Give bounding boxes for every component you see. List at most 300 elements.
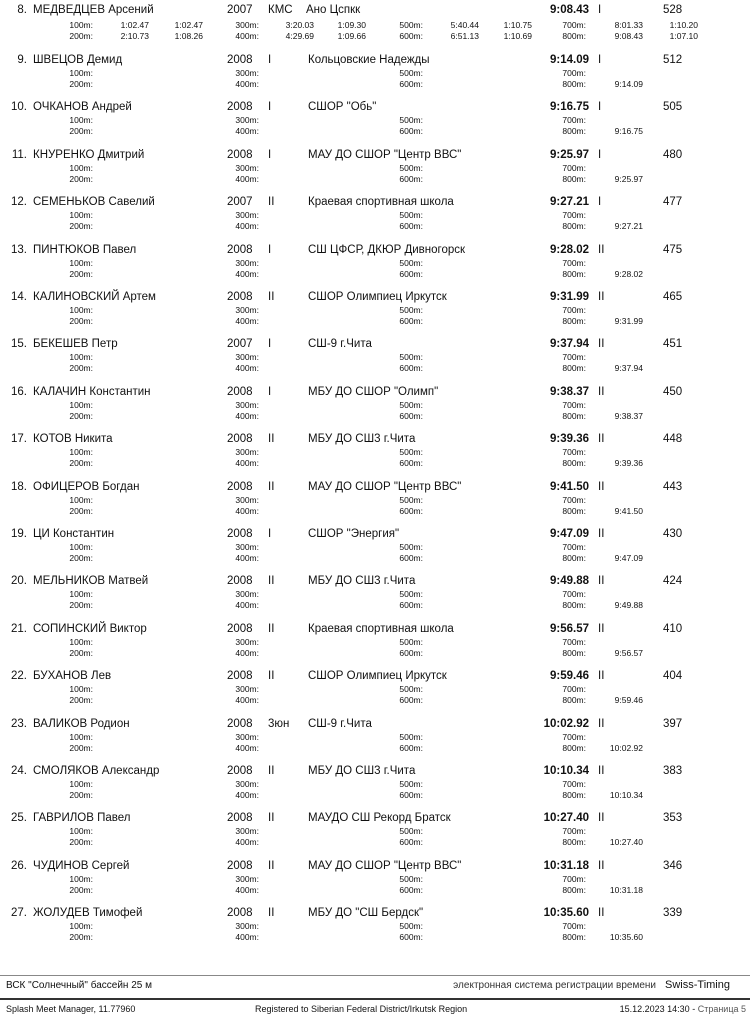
split-label-300: 300m: <box>235 494 259 505</box>
split-800: 9:39.36 <box>614 458 643 469</box>
result-entry <box>0 291 750 338</box>
split-label-800: 800m: <box>562 505 586 516</box>
split-label-500: 500m: <box>399 257 423 268</box>
result-entry <box>0 575 750 622</box>
split-label-200: 200m: <box>69 363 93 374</box>
timing-brand: Swiss-Timing <box>665 979 730 991</box>
athlete-name: МЕЛЬНИКОВ Матвей <box>33 575 149 588</box>
result-entry <box>0 670 750 717</box>
result-entry <box>0 528 750 575</box>
split-500: 5:40.44 <box>450 20 479 30</box>
registration-note: Registered to Siberian Federal District/Irkutsk Region <box>255 1004 468 1014</box>
result-entry <box>0 623 750 670</box>
split-label-300: 300m: <box>235 684 259 695</box>
club: МБУ ДО СШ3 г.Чита <box>308 765 416 777</box>
split-label-800: 800m: <box>562 221 586 232</box>
result-entry <box>0 54 750 101</box>
split-label-100: 100m: <box>69 779 93 789</box>
split-label-600: 600m: <box>399 79 423 89</box>
athlete-name: ОЧКАНОВ Андрей <box>33 101 132 114</box>
birth-year: 2008 <box>227 243 253 256</box>
split-label-300: 300m: <box>235 68 259 78</box>
split-label-100: 100m: <box>69 210 93 221</box>
category: I <box>268 54 272 66</box>
athlete-name: БЕКЕШЕВ Петр <box>33 338 118 351</box>
grade: II <box>598 812 605 825</box>
result-entry <box>0 338 750 385</box>
split-label-800: 800m: <box>562 410 586 421</box>
split-800: 10:31.18 <box>609 884 643 895</box>
split-label-400: 400m: <box>235 268 259 279</box>
category: КМС <box>268 4 293 16</box>
final-time: 9:39.36 <box>549 433 589 446</box>
club: СШОР Олимпиец Иркутск <box>308 670 447 683</box>
split-label-400: 400m: <box>235 458 259 469</box>
split-800: 9:38.37 <box>614 410 643 421</box>
split-label-500: 500m: <box>399 636 423 647</box>
split-label-500: 500m: <box>399 826 423 837</box>
rank: 13. <box>11 243 27 256</box>
split-label-700: 700m: <box>562 447 586 458</box>
split-800: 10:35.60 <box>609 932 643 943</box>
result-entry <box>0 481 750 528</box>
split-label-500: 500m: <box>399 399 423 410</box>
split-label-300: 300m: <box>235 210 259 221</box>
rank: 25. <box>11 812 27 825</box>
split-label-600: 600m: <box>399 647 423 658</box>
split-label-300: 300m: <box>235 779 259 789</box>
split-label-200: 200m: <box>69 221 93 232</box>
final-time: 9:41.50 <box>549 480 589 493</box>
split-label-600: 600m: <box>399 410 423 421</box>
split-label-100: 100m: <box>69 636 93 647</box>
split-800: 9:56.57 <box>614 647 643 658</box>
split-800: 9:14.09 <box>614 79 643 89</box>
rank: 16. <box>11 385 27 398</box>
split-label-100: 100m: <box>69 352 93 363</box>
points: 465 <box>663 291 683 303</box>
split-label-100: 100m: <box>69 921 93 932</box>
birth-year: 2008 <box>227 859 253 872</box>
category: II <box>268 622 275 635</box>
split-800: 9:08.43 <box>614 31 643 41</box>
grade: II <box>598 243 605 256</box>
split-label-100: 100m: <box>69 542 93 552</box>
split-300: 3:20.03 <box>285 20 314 30</box>
rank: 24. <box>11 765 27 777</box>
page-number: Страница 5 <box>697 1004 746 1014</box>
split-label-600: 600m: <box>399 695 423 706</box>
split-label-500: 500m: <box>399 447 423 458</box>
grade: II <box>598 907 605 920</box>
athlete-name: ШВЕЦОВ Демид <box>33 54 123 66</box>
category: I <box>268 528 272 540</box>
split-800: 9:47.09 <box>614 553 643 563</box>
birth-year: 2008 <box>227 670 253 683</box>
timing-label: электронная система регистрации времени <box>453 980 656 991</box>
diff-500: 1:10.75 <box>503 20 532 30</box>
points: 383 <box>663 765 683 777</box>
split-label-500: 500m: <box>399 684 423 695</box>
split-label-100: 100m: <box>69 873 93 884</box>
split-label-800: 800m: <box>562 79 586 89</box>
split-label-700: 700m: <box>562 257 586 268</box>
diff-800: 1:07.10 <box>669 31 698 41</box>
split-label-600: 600m: <box>399 316 423 326</box>
split-label-800: 800m: <box>562 126 586 137</box>
split-800: 9:28.02 <box>614 268 643 279</box>
athlete-name: КАЛИНОВСКИЙ Артем <box>33 291 156 303</box>
split-label-500: 500m: <box>399 210 423 221</box>
club: Краевая спортивная школа <box>308 622 454 635</box>
club: МАУ ДО СШОР "Центр ВВС" <box>308 148 462 161</box>
category: I <box>268 338 272 351</box>
split-label-800: 800m: <box>562 31 586 41</box>
diff-600: 1:10.69 <box>503 31 532 41</box>
split-label-200: 200m: <box>69 553 93 563</box>
split-label-300: 300m: <box>235 826 259 837</box>
points: 397 <box>663 717 683 730</box>
athlete-name: КНУРЕНКО Дмитрий <box>33 148 145 161</box>
result-entry <box>0 765 750 812</box>
final-time: 10:31.18 <box>543 859 589 872</box>
rank: 14. <box>11 291 27 303</box>
athlete-name: КАЛАЧИН Константин <box>33 385 151 398</box>
points: 480 <box>663 148 683 161</box>
grade: II <box>598 291 605 303</box>
split-label-100: 100m: <box>69 115 93 126</box>
birth-year: 2008 <box>227 433 253 446</box>
split-label-700: 700m: <box>562 68 586 78</box>
birth-year: 2008 <box>227 907 253 920</box>
split-label-300: 300m: <box>235 257 259 268</box>
split-700: 8:01.33 <box>614 20 643 30</box>
club: СШОР "Энергия" <box>308 528 400 540</box>
split-label-400: 400m: <box>235 363 259 374</box>
split-label-200: 200m: <box>69 126 93 137</box>
grade: II <box>598 433 605 446</box>
category: I <box>268 243 272 256</box>
split-label-600: 600m: <box>399 221 423 232</box>
rank: 10. <box>11 101 27 114</box>
split-label-600: 600m: <box>399 790 423 800</box>
split-label-500: 500m: <box>399 779 423 789</box>
split-label-200: 200m: <box>69 600 93 611</box>
diff-400: 1:09.66 <box>337 31 366 41</box>
split-label-700: 700m: <box>562 399 586 410</box>
result-entry <box>0 718 750 765</box>
venue: ВСК "Солнечный" бассейн 25 м <box>6 980 152 991</box>
split-label-500: 500m: <box>399 68 423 78</box>
split-label-800: 800m: <box>562 837 586 848</box>
split-label-200: 200m: <box>69 742 93 753</box>
split-label-100: 100m: <box>69 589 93 600</box>
diff-200: 1:08.26 <box>174 31 203 41</box>
split-label-100: 100m: <box>69 684 93 695</box>
points: 443 <box>663 480 683 493</box>
club: Ано Цспкк <box>306 4 361 16</box>
split-label-800: 800m: <box>562 316 586 326</box>
split-label-700: 700m: <box>562 352 586 363</box>
split-800: 9:59.46 <box>614 695 643 706</box>
athlete-name: ВАЛИКОВ Родион <box>33 717 130 730</box>
club: МБУ ДО СШ3 г.Чита <box>308 433 416 446</box>
split-label-400: 400m: <box>235 173 259 184</box>
athlete-name: ЦИ Константин <box>33 528 115 540</box>
split-label-600: 600m: <box>399 742 423 753</box>
final-time: 9:59.46 <box>549 670 589 683</box>
birth-year: 2008 <box>227 385 253 398</box>
split-label-800: 800m: <box>562 268 586 279</box>
athlete-name: СОПИНСКИЙ Виктор <box>33 622 147 635</box>
category: 3юн <box>268 717 290 730</box>
grade: II <box>598 575 605 588</box>
split-label-100: 100m: <box>69 20 93 30</box>
points: 450 <box>663 385 683 398</box>
split-label-700: 700m: <box>562 20 586 30</box>
grade: II <box>598 765 605 777</box>
points: 475 <box>663 243 683 256</box>
athlete-name: ЖОЛУДЕВ Тимофей <box>33 907 143 920</box>
split-label-800: 800m: <box>562 742 586 753</box>
birth-year: 2008 <box>227 528 253 540</box>
split-label-400: 400m: <box>235 410 259 421</box>
birth-year: 2008 <box>227 54 253 66</box>
category: I <box>268 101 272 114</box>
category: II <box>268 907 275 920</box>
category: II <box>268 433 275 446</box>
split-label-200: 200m: <box>69 410 93 421</box>
rank: 18. <box>11 480 27 493</box>
birth-year: 2007 <box>227 4 253 16</box>
split-label-800: 800m: <box>562 553 586 563</box>
category: II <box>268 670 275 683</box>
points: 505 <box>663 101 683 114</box>
split-label-100: 100m: <box>69 305 93 315</box>
athlete-name: МЕДВЕДЦЕВ Арсений <box>33 4 154 16</box>
split-label-400: 400m: <box>235 695 259 706</box>
print-datetime: 15.12.2023 14:30 <box>619 1004 690 1014</box>
split-label-200: 200m: <box>69 695 93 706</box>
split-label-100: 100m: <box>69 68 93 78</box>
grade: II <box>598 717 605 730</box>
split-label-100: 100m: <box>69 731 93 742</box>
athlete-name: КОТОВ Никита <box>33 433 113 446</box>
split-label-800: 800m: <box>562 647 586 658</box>
final-time: 9:25.97 <box>549 148 589 161</box>
split-label-400: 400m: <box>235 126 259 137</box>
diff-300: 1:09.30 <box>337 20 366 30</box>
rank: 26. <box>11 859 27 872</box>
split-label-700: 700m: <box>562 684 586 695</box>
split-label-700: 700m: <box>562 779 586 789</box>
points: 528 <box>663 4 683 16</box>
club: СШОР "Обь" <box>308 101 377 114</box>
split-label-600: 600m: <box>399 505 423 516</box>
split-label-300: 300m: <box>235 305 259 315</box>
split-label-200: 200m: <box>69 790 93 800</box>
split-label-200: 200m: <box>69 31 93 41</box>
birth-year: 2008 <box>227 717 253 730</box>
split-label-400: 400m: <box>235 600 259 611</box>
grade: I <box>598 4 602 16</box>
split-600: 6:51.13 <box>450 31 479 41</box>
final-time: 9:16.75 <box>549 101 589 114</box>
split-label-400: 400m: <box>235 884 259 895</box>
grade: II <box>598 859 605 872</box>
split-label-800: 800m: <box>562 932 586 943</box>
final-time: 10:10.34 <box>543 765 589 777</box>
split-label-400: 400m: <box>235 790 259 800</box>
rank: 8. <box>17 4 27 16</box>
split-label-800: 800m: <box>562 600 586 611</box>
split-label-500: 500m: <box>399 921 423 932</box>
athlete-name: СМОЛЯКОВ Александр <box>33 765 160 777</box>
split-label-700: 700m: <box>562 826 586 837</box>
birth-year: 2008 <box>227 480 253 493</box>
athlete-name: ГАВРИЛОВ Павел <box>33 812 131 825</box>
grade: I <box>598 148 602 161</box>
split-label-200: 200m: <box>69 884 93 895</box>
category: II <box>268 575 275 588</box>
split-label-100: 100m: <box>69 447 93 458</box>
split-label-300: 300m: <box>235 542 259 552</box>
split-label-300: 300m: <box>235 162 259 173</box>
split-label-400: 400m: <box>235 553 259 563</box>
club: МАУДО СШ Рекорд Братск <box>308 812 451 825</box>
split-label-400: 400m: <box>235 316 259 326</box>
split-label-200: 200m: <box>69 837 93 848</box>
rank: 27. <box>11 907 27 920</box>
split-label-400: 400m: <box>235 647 259 658</box>
category: I <box>268 148 272 161</box>
print-info: 15.12.2023 14:30 - Страница 5 <box>619 1004 746 1014</box>
split-label-600: 600m: <box>399 363 423 374</box>
split-label-300: 300m: <box>235 447 259 458</box>
split-label-400: 400m: <box>235 837 259 848</box>
split-label-400: 400m: <box>235 742 259 753</box>
diff-100: 1:02.47 <box>174 20 203 30</box>
points: 339 <box>663 907 683 920</box>
split-800: 10:27.40 <box>609 837 643 848</box>
points: 424 <box>663 575 683 588</box>
grade: I <box>598 196 602 209</box>
split-label-400: 400m: <box>235 79 259 89</box>
split-label-500: 500m: <box>399 20 423 30</box>
split-800: 9:37.94 <box>614 363 643 374</box>
split-label-700: 700m: <box>562 210 586 221</box>
split-label-500: 500m: <box>399 352 423 363</box>
split-800: 9:49.88 <box>614 600 643 611</box>
page-footer-meta <box>0 998 750 1020</box>
club: МБУ ДО СШОР "Олимп" <box>308 385 439 398</box>
birth-year: 2007 <box>227 196 253 209</box>
final-time: 9:31.99 <box>549 291 589 303</box>
split-label-600: 600m: <box>399 458 423 469</box>
points: 346 <box>663 859 683 872</box>
category: II <box>268 196 275 209</box>
split-label-500: 500m: <box>399 542 423 552</box>
category: II <box>268 480 275 493</box>
final-time: 9:49.88 <box>549 575 589 588</box>
split-label-100: 100m: <box>69 162 93 173</box>
split-label-500: 500m: <box>399 115 423 126</box>
rank: 12. <box>11 196 27 209</box>
split-label-200: 200m: <box>69 268 93 279</box>
diff-700: 1:10.20 <box>669 20 698 30</box>
club: СШ ЦФСР, ДКЮР Дивногорск <box>308 243 466 256</box>
final-time: 10:27.40 <box>543 812 589 825</box>
split-label-300: 300m: <box>235 731 259 742</box>
grade: II <box>598 480 605 493</box>
split-800: 9:16.75 <box>614 126 643 137</box>
split-label-600: 600m: <box>399 884 423 895</box>
result-entry <box>0 812 750 859</box>
result-entry <box>0 4 750 51</box>
birth-year: 2008 <box>227 812 253 825</box>
split-label-700: 700m: <box>562 589 586 600</box>
final-time: 9:27.21 <box>549 196 589 209</box>
birth-year: 2008 <box>227 765 253 777</box>
grade: I <box>598 54 602 66</box>
split-label-800: 800m: <box>562 884 586 895</box>
final-time: 9:28.02 <box>549 243 589 256</box>
split-label-300: 300m: <box>235 115 259 126</box>
split-label-800: 800m: <box>562 695 586 706</box>
page-footer-venue <box>0 975 750 994</box>
split-800: 10:02.92 <box>609 742 643 753</box>
split-label-400: 400m: <box>235 31 259 41</box>
result-entry <box>0 907 750 954</box>
final-time: 9:56.57 <box>549 622 589 635</box>
athlete-name: ЧУДИНОВ Сергей <box>33 859 130 872</box>
athlete-name: ОФИЦЕРОВ Богдан <box>33 480 140 493</box>
split-800: 9:25.97 <box>614 173 643 184</box>
split-label-700: 700m: <box>562 636 586 647</box>
split-label-100: 100m: <box>69 399 93 410</box>
athlete-name: СЕМЕНЬКОВ Савелий <box>33 196 155 209</box>
split-label-600: 600m: <box>399 31 423 41</box>
rank: 17. <box>11 433 27 446</box>
result-entry <box>0 149 750 196</box>
rank: 21. <box>11 622 27 635</box>
split-label-100: 100m: <box>69 257 93 268</box>
split-label-300: 300m: <box>235 20 259 30</box>
split-800: 9:41.50 <box>614 505 643 516</box>
split-label-800: 800m: <box>562 363 586 374</box>
club: СШОР Олимпиец Иркутск <box>308 291 447 303</box>
split-label-200: 200m: <box>69 79 93 89</box>
club: СШ-9 г.Чита <box>308 717 372 730</box>
points: 512 <box>663 54 683 66</box>
split-label-300: 300m: <box>235 873 259 884</box>
split-label-200: 200m: <box>69 458 93 469</box>
rank: 20. <box>11 575 27 588</box>
rank: 23. <box>11 717 27 730</box>
split-label-200: 200m: <box>69 173 93 184</box>
category: II <box>268 291 275 303</box>
birth-year: 2008 <box>227 575 253 588</box>
points: 451 <box>663 338 683 351</box>
split-label-400: 400m: <box>235 505 259 516</box>
split-label-800: 800m: <box>562 458 586 469</box>
result-entry <box>0 196 750 243</box>
split-400: 4:29.69 <box>285 31 314 41</box>
grade: II <box>598 528 605 540</box>
club: МАУ ДО СШОР "Центр ВВС" <box>308 859 462 872</box>
rank: 19. <box>11 528 27 540</box>
split-label-600: 600m: <box>399 932 423 943</box>
